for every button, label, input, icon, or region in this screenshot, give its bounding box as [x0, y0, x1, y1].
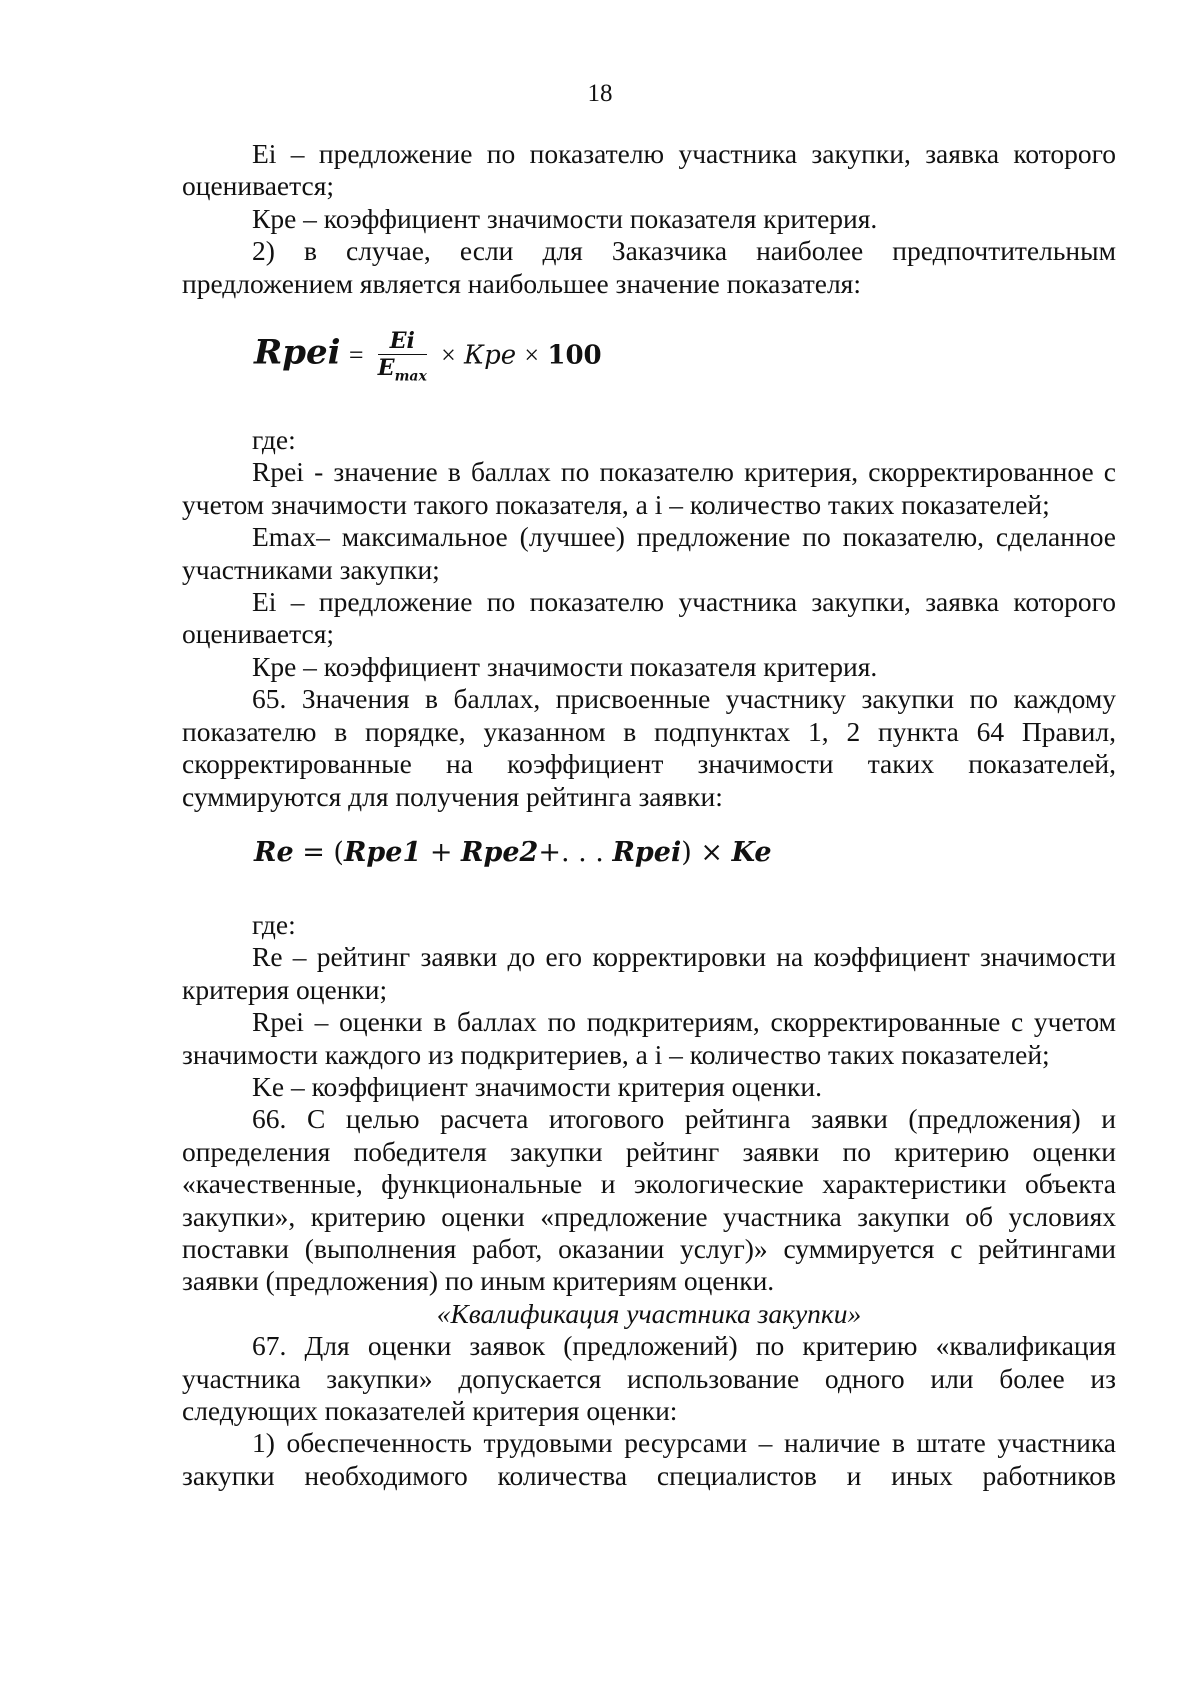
paragraph: Ke – коэффициент значимости критерия оценки.: [252, 1070, 822, 1102]
paragraph: Re – рейтинг заявки до его корректировки на коэффициент значимости критерия оценки;: [182, 941, 1116, 1005]
paragraph: 65. Значения в баллах, присвоенные участнику закупки по каждому показателю в порядке, указанном в подпунктах 1, 2 пункта 64 Правил, скорректированные на коэффициент значимости таких показателей, суммируются для получения рейтинга заявки:: [182, 683, 1116, 812]
formula-text: ) ×: [681, 836, 732, 868]
paragraph: 2) в случае, если для Заказчика наиболее предпочтительным предложением является наибольшее значение показателя:: [182, 235, 1116, 299]
formula-term: Rpe1: [343, 836, 422, 868]
formula-times: ×: [524, 340, 540, 370]
denominator-subscript: max: [394, 368, 427, 385]
denominator-symbol: E: [377, 355, 395, 382]
paragraph: Ei – предложение по показателю участника закупки, заявка которого оценивается;: [182, 138, 1116, 202]
where-label: где:: [252, 424, 296, 456]
formula-term: Rpei: [612, 836, 682, 868]
where-label: где:: [252, 908, 296, 940]
fraction-denominator: [378, 355, 427, 383]
paragraph: Rpei - значение в баллах по показателю критерия, скорректированное с учетом значимости такого показателя, а i – количество таких показателей;: [182, 456, 1116, 520]
paragraph: Emax– максимальное (лучшее) предложение по показателю, сделанное участниками закупки;: [182, 521, 1116, 585]
formula-text: +. . .: [538, 836, 613, 868]
paragraph: Ei – предложение по показателю участника закупки, заявка которого оценивается;: [182, 586, 1116, 650]
formula-fraction: [378, 330, 427, 383]
formula-times: ×: [441, 340, 456, 370]
formula-lhs: Rpei: [254, 332, 341, 373]
section-heading: «Квалификация участника закупки»: [436, 1297, 862, 1329]
formula-rpei: [254, 330, 1116, 394]
page-body: [182, 138, 1116, 1492]
paragraph: 1) обеспеченность трудовыми ресурсами – наличие в штате участника закупки необходимого количества специалистов и иных работников: [182, 1427, 1116, 1491]
formula-constant: 100: [547, 340, 602, 371]
paragraph: 66. С целью расчета итогового рейтинга заявки (предложения) и определения победителя закупки рейтинг заявки по критерию оценки «качественные, функциональные и экологические характеристики объекта закупки», критерию оценки «предложение участника закупки об условиях поставки (выполнения работ, оказании услуг)» суммируется с рейтингами заявки (предложения) по иным критериям оценки.: [182, 1103, 1116, 1297]
formula-text: = (: [293, 836, 344, 868]
formula-re: [254, 837, 1116, 879]
formula-kre: Кре: [464, 340, 517, 371]
fraction-numerator: Ei: [378, 330, 427, 355]
page-number: 18: [587, 80, 613, 107]
formula-equals: =: [348, 340, 364, 370]
formula-term: Rpe2: [461, 836, 539, 868]
formula-re-lhs: Re: [254, 836, 294, 868]
paragraph: Кре – коэффициент значимости показателя критерия.: [252, 202, 878, 234]
paragraph: Кре – коэффициент значимости показателя критерия.: [252, 650, 878, 682]
paragraph: Rpei – оценки в баллах по подкритериям, скорректированные с учетом значимости каждого из подкритериев, а i – количество таких показателей;: [182, 1006, 1116, 1070]
formula-term: Ke: [731, 836, 772, 868]
formula-text: +: [421, 836, 462, 868]
paragraph: 67. Для оценки заявок (предложений) по критерию «квалификация участника закупки» допускается использование одного или более из следующих показателей критерия оценки:: [182, 1330, 1116, 1426]
